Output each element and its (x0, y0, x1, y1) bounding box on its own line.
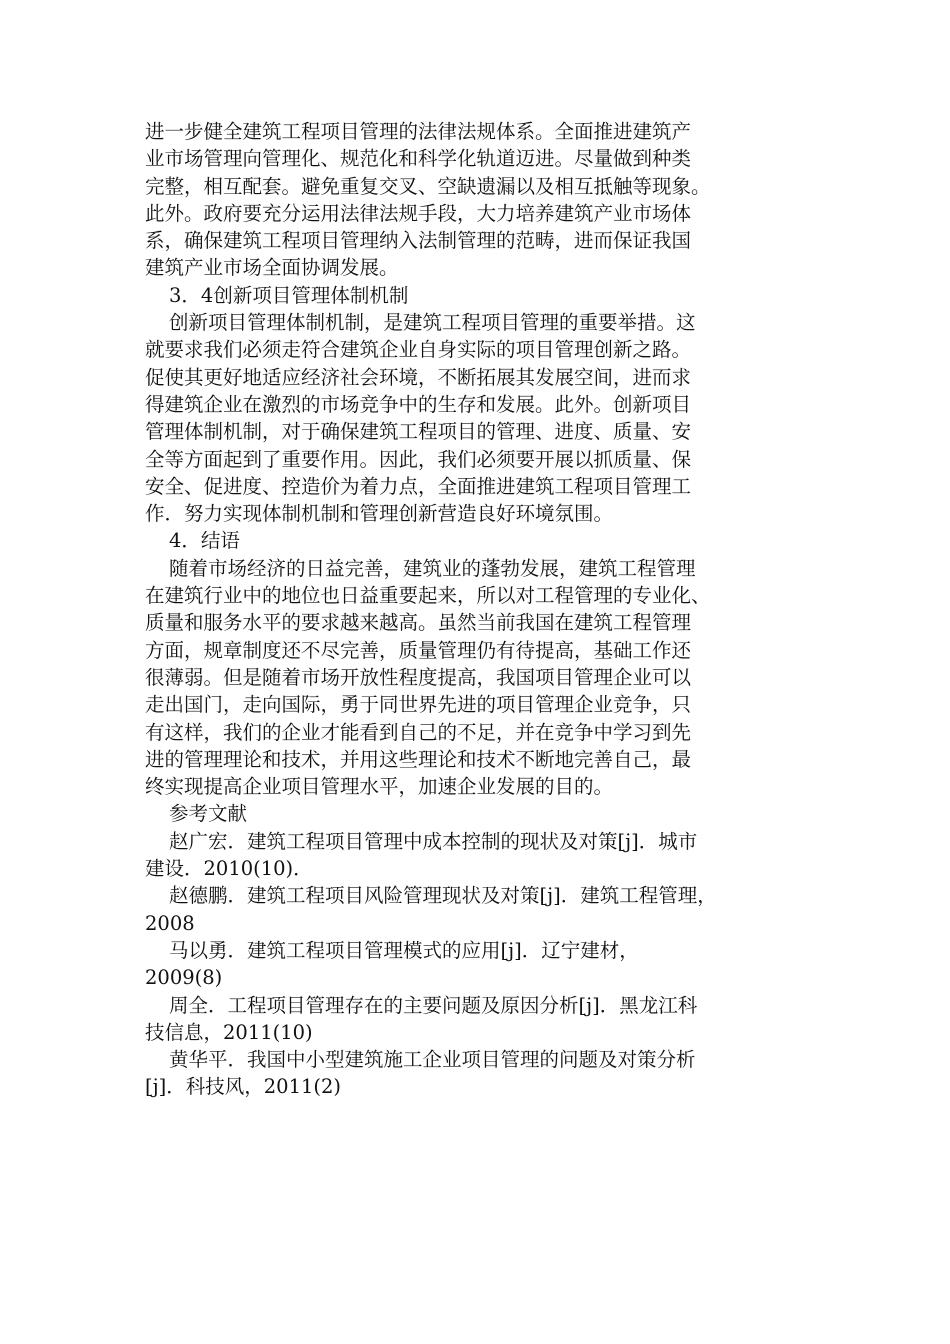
body-paragraph (145, 309, 805, 527)
text-line: 完整，相互配套。避免重复交叉、空缺遗漏以及相互抵触等现象。 (145, 174, 711, 198)
text-line: 建设．2010(10)． (145, 857, 313, 881)
text-line: 在建筑行业中的地位也日益重要起来，所以对工程管理的专业化、 (145, 584, 711, 608)
references-heading-text: 参考文献 (169, 802, 248, 826)
reference-entry (145, 992, 805, 1047)
text-line: 方面，规章制度还不尽完善，质量管理仍有待提高，基础工作还 (145, 638, 692, 662)
text-line: 进一步健全建筑工程项目管理的法律法规体系。全面推进建筑产 (145, 120, 692, 143)
text-line: 周全．工程项目管理存在的主要问题及原因分析[j]．黑龙江科 (169, 993, 698, 1017)
text-line: 质量和服务水平的要求越来越高。虽然当前我国在建筑工程管理 (145, 611, 692, 635)
text-line: 马以勇．建筑工程项目管理模式的应用[j]．辽宁建材， (169, 938, 639, 962)
text-line: 系，确保建筑工程项目管理纳入法制管理的范畴，进而保证我国 (145, 229, 692, 253)
text-line: 终实现提高企业项目管理水平，加速企业发展的目的。 (145, 775, 614, 799)
reference-entry (145, 828, 805, 883)
text-line: 管理体制机制，对于确保建筑工程项目的管理、进度、质量、安 (145, 420, 692, 444)
text-line: 就要求我们必须走符合建筑企业自身实际的项目管理创新之路。 (145, 338, 692, 362)
text-line: 很薄弱。但是随着市场开放性程度提高，我国项目管理企业可以 (145, 665, 692, 689)
text-line: 业市场管理向管理化、规范化和科学化轨道迈进。尽量做到种类 (145, 147, 692, 171)
reference-entry (145, 937, 805, 992)
text-line: 建筑产业市场全面协调发展。 (145, 256, 399, 280)
text-line: 全等方面起到了重要作用。因此，我们必须要开展以抓质量、保 (145, 447, 692, 471)
text-line: 随着市场经济的日益完善，建筑业的蓬勃发展，建筑工程管理 (169, 556, 696, 580)
text-line: 得建筑企业在激烈的市场竞争中的生存和发展。此外。创新项目 (145, 392, 692, 416)
text-line: 进的管理理论和技术，并用这些理论和技术不断地完善自己，最 (145, 747, 692, 771)
text-line: 技信息，2011(10) (145, 1020, 313, 1044)
text-line: 赵德鹏．建筑工程项目风险管理现状及对策[j]．建筑工程管理， (169, 884, 717, 908)
text-line: 走出国门，走向国际，勇于同世界先进的项目管理企业竞争，只 (145, 693, 692, 717)
section-heading-text: 4．结语 (169, 529, 240, 553)
text-line: 促使其更好地适应经济社会环境，不断拓展其发展空间，进而求 (145, 365, 692, 389)
section-heading-text: 3．4创新项目管理体制机制 (169, 283, 409, 307)
body-paragraph (145, 118, 805, 282)
text-line: 赵广宏．建筑工程项目管理中成本控制的现状及对策[j]．城市 (169, 829, 698, 853)
text-line: 安全、促进度、控造价为着力点，全面推进建筑工程项目管理工 (145, 474, 692, 498)
body-paragraph (145, 555, 805, 801)
text-line: 创新项目管理体制机制，是建筑工程项目管理的重要举措。这 (169, 311, 696, 335)
text-line: 黄华平．我国中小型建筑施工企业项目管理的问题及对策分析 (169, 1048, 696, 1072)
text-line: 2008 (145, 911, 195, 935)
document-page (145, 118, 805, 1101)
reference-entry (145, 882, 805, 937)
reference-entry (145, 1046, 805, 1101)
references-heading (145, 800, 805, 827)
text-line: [j]．科技风，2011(2) (145, 1075, 342, 1099)
section-heading (145, 527, 805, 554)
text-line: 作．努力实现体制机制和管理创新营造良好环境氛围。 (145, 502, 614, 526)
section-heading (145, 282, 805, 309)
text-line: 2009(8) (145, 966, 223, 990)
text-line: 有这样，我们的企业才能看到自己的不足，并在竞争中学习到先 (145, 720, 692, 744)
text-line: 此外。政府要充分运用法律法规手段，大力培养建筑产业市场体 (145, 201, 692, 225)
